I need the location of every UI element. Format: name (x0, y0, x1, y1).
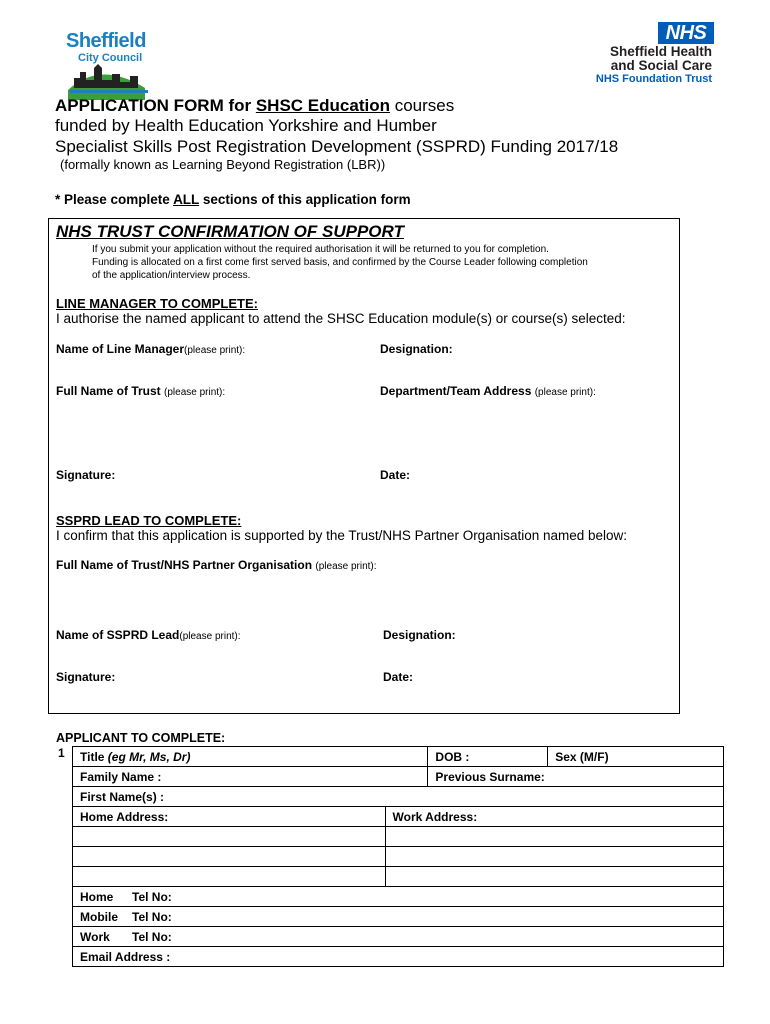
line-manager-signature-field[interactable]: Signature: (56, 468, 116, 482)
ssprd-date-field[interactable]: Date: (383, 670, 414, 684)
title-prefix: APPLICATION FORM for (55, 96, 256, 115)
line-manager-designation-field[interactable]: Designation: (380, 342, 453, 356)
previous-surname-field[interactable]: Previous Surname: (428, 767, 724, 787)
table-row (73, 787, 724, 807)
work-address-line[interactable] (385, 867, 724, 887)
applicant-section-number: 1 (58, 746, 65, 760)
trust-name-field[interactable]: Full Name of Trust (please print): (56, 384, 226, 398)
table-row (73, 767, 724, 787)
dob-field[interactable]: DOB : (428, 747, 548, 767)
funding-line: funded by Health Education Yorkshire and Humber (55, 116, 437, 135)
nhs-org-name (610, 45, 712, 73)
table-row (73, 807, 724, 827)
please-complete-instruction: * Please complete ALL sections of this application form (55, 192, 411, 207)
applicant-heading: APPLICANT TO COMPLETE: (56, 731, 226, 745)
table-row (73, 867, 724, 887)
mobile-tel-field[interactable]: Mobile Tel No: (73, 907, 724, 927)
department-address-field[interactable]: Department/Team Address (please print): (380, 384, 596, 398)
table-row (73, 747, 724, 767)
line-manager-date-field[interactable]: Date: (380, 468, 411, 482)
ssprd-line: Specialist Skills Post Registration Development (SSPRD) Funding 2017/18 (55, 137, 619, 156)
title-field[interactable]: Title (eg Mr, Ms, Dr) (73, 747, 428, 767)
nhs-logo-badge: NHS (658, 22, 714, 44)
ssprd-designation-field[interactable]: Designation: (383, 628, 456, 642)
home-tel-field[interactable]: Home Tel No: (73, 887, 724, 907)
email-field[interactable]: Email Address : (73, 947, 724, 967)
home-address-field[interactable]: Home Address: (73, 807, 386, 827)
sheffield-city-council-logo (60, 30, 160, 100)
trust-confirmation-heading: NHS TRUST CONFIRMATION OF SUPPORT (56, 222, 404, 241)
work-address-field[interactable]: Work Address: (385, 807, 724, 827)
nhs-org-line1: Sheffield Health (609, 44, 712, 59)
nhs-foundation-trust: NHS Foundation Trust (595, 73, 712, 85)
family-name-field[interactable]: Family Name : (73, 767, 428, 787)
work-address-line[interactable] (385, 827, 724, 847)
table-row (73, 927, 724, 947)
home-address-line[interactable] (73, 827, 386, 847)
home-address-line[interactable] (73, 867, 386, 887)
table-row (73, 907, 724, 927)
table-row (73, 847, 724, 867)
sheffield-logo-subtitle: City Council (78, 52, 143, 64)
ssprd-signature-field[interactable]: Signature: (56, 670, 116, 684)
all-emphasis: ALL (173, 192, 200, 207)
title-underlined: SHSC Education (255, 96, 390, 115)
table-row (73, 827, 724, 847)
city-skyline-icon (60, 30, 160, 100)
ssprd-lead-name-field[interactable]: Name of SSPRD Lead(please print): (56, 628, 241, 642)
work-tel-field[interactable]: Work Tel No: (73, 927, 724, 947)
line-manager-statement: I authorise the named applicant to attend the SHSC Education module(s) or course(s) selected: (56, 311, 626, 326)
work-address-line[interactable] (385, 847, 724, 867)
nhs-org-line2: and Social Care (610, 58, 712, 73)
first-names-field[interactable]: First Name(s) : (73, 787, 724, 807)
ssprd-heading: SSPRD LEAD TO COMPLETE: (56, 513, 242, 528)
trust-note: If you submit your application without the required authorisation it will be returned to you for completion. Funding is allocated on a first come first served basis, and confirmed by the Course Leader following completion of the application/interview process. (92, 244, 588, 281)
applicant-details-table (72, 746, 724, 967)
ssprd-statement: I confirm that this application is supported by the Trust/NHS Partner Organisation named below: (56, 528, 628, 543)
form-title (55, 96, 454, 116)
home-address-line[interactable] (73, 847, 386, 867)
line-manager-name-field[interactable]: Name of Line Manager(please print): (56, 342, 246, 356)
sheffield-logo-title: Sheffield (66, 30, 146, 52)
sex-field[interactable]: Sex (M/F) (548, 747, 724, 767)
partner-organisation-field[interactable]: Full Name of Trust/NHS Partner Organisation (please print): (56, 558, 377, 572)
line-manager-heading: LINE MANAGER TO COMPLETE: (56, 296, 258, 311)
title-suffix: courses (389, 96, 455, 115)
table-row (73, 947, 724, 967)
table-row (73, 887, 724, 907)
lbr-line: (formally known as Learning Beyond Registration (LBR)) (60, 157, 386, 172)
